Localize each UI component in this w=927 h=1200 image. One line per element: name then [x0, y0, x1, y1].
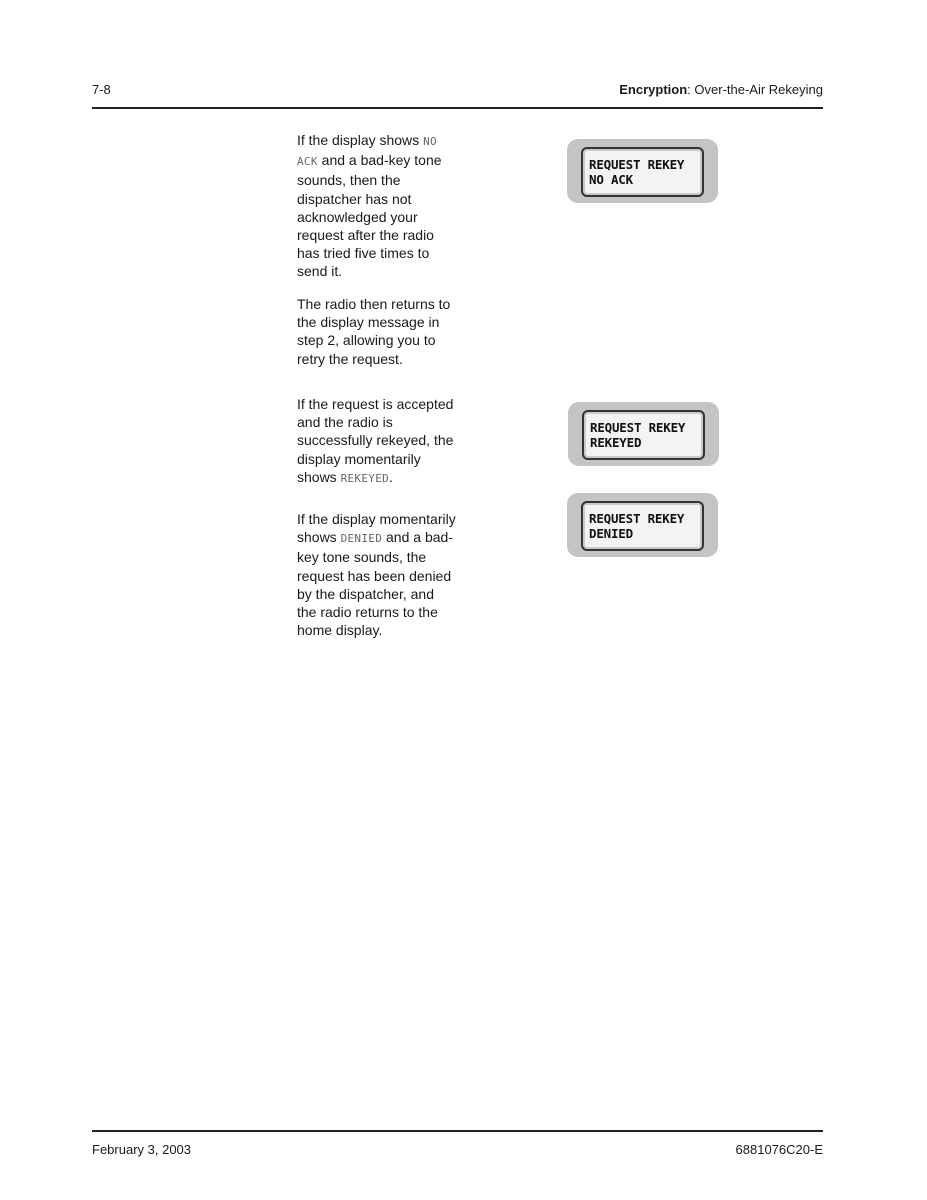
radio-display-screen	[582, 410, 705, 460]
paragraph-denied-before: If the display momentarily shows	[297, 511, 456, 546]
radio-display-line-2: DENIED	[589, 526, 633, 541]
paragraph-rekeyed-after: .	[389, 468, 393, 485]
paragraph-no-ack-before: If the display shows	[297, 132, 424, 148]
radio-display-line-2: REKEYED	[590, 435, 642, 450]
header-rule	[92, 107, 823, 109]
paragraph-rekeyed-code: REKEYED	[340, 471, 390, 485]
radio-display-line-1: REQUEST REKEY	[590, 420, 686, 435]
paragraph-retry	[297, 295, 457, 368]
footer-date: February 3, 2003	[92, 1142, 192, 1157]
paragraph-denied	[297, 510, 457, 639]
radio-display-no-ack	[567, 139, 718, 203]
paragraph-denied-after: and a bad-key tone sounds, the request has been denied by the dispatcher, and the radio returns to the home display.	[297, 529, 453, 639]
paragraph-retry-text: The radio then returns to the display message in step 2, allowing you to retry the request.	[297, 296, 451, 367]
radio-display-screen	[581, 501, 704, 551]
paragraph-denied-code: DENIED	[340, 532, 383, 546]
page-number: 7-8	[92, 82, 111, 97]
radio-display-rekeyed	[568, 402, 719, 466]
section-title-bold: Encryption	[619, 82, 688, 97]
radio-display-line-1: REQUEST REKEY	[589, 157, 685, 172]
footer-rule	[92, 1130, 823, 1132]
page-header	[92, 82, 823, 102]
radio-display-denied	[567, 493, 718, 557]
paragraph-rekeyed-before: If the request is accepted and the radio is successfully rekeyed, the display momentarily shows	[297, 396, 454, 485]
radio-display-line-2: NO ACK	[589, 172, 633, 187]
footer-doc-number: 6881076C20-E	[735, 1142, 823, 1157]
paragraph-rekeyed	[297, 395, 457, 488]
section-title	[619, 82, 823, 97]
section-title-rest: : Over-the-Air Rekeying	[687, 82, 823, 97]
radio-display-line-1: REQUEST REKEY	[589, 511, 685, 526]
paragraph-no-ack-code: NO ACK	[297, 135, 437, 169]
paragraph-no-ack	[297, 131, 457, 281]
paragraph-no-ack-after: and a bad-key tone sounds, then the dispatcher has not acknowledged your request after the radio has tried five times to send it.	[297, 152, 442, 280]
radio-display-screen	[581, 147, 704, 197]
